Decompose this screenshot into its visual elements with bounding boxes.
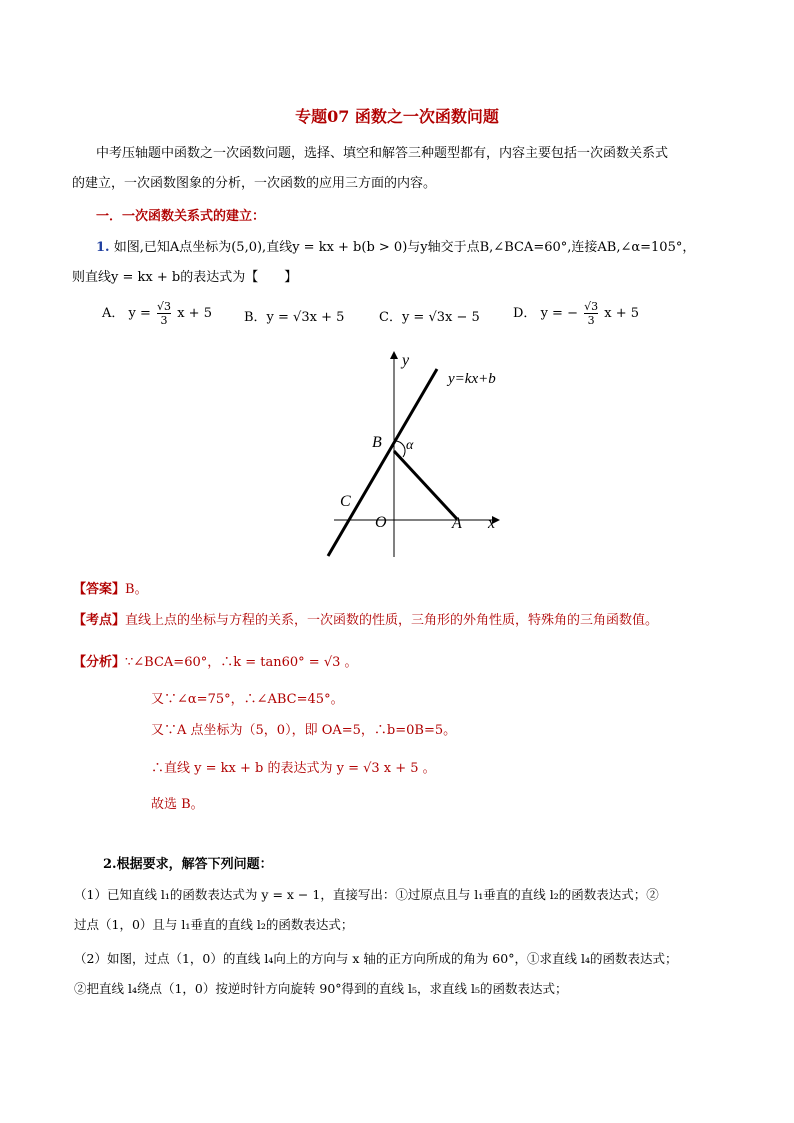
intro-line-1: 中考压轴题中函数之一次函数问题，选择、填空和解答三种题型都有，内容主要包括一次函数关系式 — [96, 146, 669, 161]
option-a-rhs: x + 5 — [177, 306, 212, 321]
option-a-lhs: y = — [128, 306, 151, 321]
section-heading: 一．一次函数关系式的建立： — [96, 209, 266, 224]
label-point-c: C — [340, 493, 351, 510]
segment-ab — [394, 451, 457, 519]
analysis-line-4: ∴直线 y = kx + b 的表达式为 y = √3 x + 5 。 — [151, 761, 436, 776]
option-d-lhs: y = − — [540, 306, 578, 321]
option-d-numerator: √3 — [584, 300, 599, 313]
q1-option-d[interactable] — [513, 300, 639, 340]
kaodian-row — [73, 609, 658, 628]
q1-figure — [320, 345, 520, 560]
kaodian-tag: 【考点】 — [73, 613, 126, 628]
q2-part2-line-1: （2）如图，过点（1，0）的直线 l₄向上的方向与 x 轴的正方向所成的角为 60°，①求直线 l₄的函数表达式； — [74, 951, 678, 966]
analysis-line-3: 又∵A 点坐标为（5，0），即 OA=5，∴b=0B=5。 — [151, 723, 457, 738]
page-title: 专题07 函数之一次函数问题 — [295, 107, 499, 126]
answer-row — [73, 578, 148, 597]
q1-stem-line-1 — [96, 236, 695, 260]
analysis-tag: 【分析】 — [73, 655, 126, 670]
analysis-line-1: ∵∠BCA=60°，∴k = tan60° = √3 。 — [125, 655, 358, 670]
q1-option-c[interactable]: C．y = √3x − 5 — [379, 310, 480, 325]
label-alpha: α — [406, 438, 414, 453]
q2-part1-line-1: （1）已知直线 l₁的函数表达式为 y = x − 1，直接写出：①过原点且与 l₁垂直的直线 l₂的函数表达式；② — [74, 887, 659, 902]
option-d-denominator: 3 — [587, 314, 595, 327]
label-y-axis: y — [402, 352, 410, 369]
label-x-axis: x — [488, 515, 496, 532]
answer-tag: 【答案】 — [73, 582, 126, 597]
label-line-equation: y=kx+b — [448, 371, 496, 387]
answer-text: B。 — [125, 582, 148, 597]
analysis-line-5: 故选 B。 — [151, 797, 204, 812]
analysis-line-2: 又∵∠α=75°，∴∠ABC=45°。 — [151, 692, 344, 707]
option-a-denominator: 3 — [160, 314, 168, 327]
label-point-a: A — [452, 515, 462, 532]
option-d-rhs: x + 5 — [604, 306, 640, 321]
q1-stem-line-2: 则直线y = kx + b的表达式为【 】 — [72, 270, 298, 285]
q1-stem-text: 如图,已知A点坐标为(5,0),直线y = kx + b(b > 0)与y轴交于点B,∠BCA=60°,连接AB,∠α=105°， — [113, 240, 696, 255]
option-a-fraction — [157, 300, 171, 327]
q1-option-a[interactable] — [102, 300, 212, 340]
q2-part2-line-2: ②把直线 l₄绕点（1，0）按逆时针方向旋转 90°得到的直线 l₅，求直线 l₅的函数表达式； — [74, 981, 568, 996]
intro-line-2: 的建立，一次函数图象的分析，一次函数的应用三方面的内容。 — [72, 176, 437, 191]
kaodian-text: 直线上点的坐标与方程的关系，一次函数的性质，三角形的外角性质，特殊角的三角函数值。 — [125, 613, 659, 628]
label-origin-o: O — [375, 514, 387, 531]
option-d-label: D． — [513, 306, 537, 321]
q1-option-b[interactable]: B．y = √3x + 5 — [244, 310, 345, 325]
analysis-row — [73, 651, 358, 670]
option-a-label: A． — [102, 306, 125, 321]
option-d-fraction — [584, 300, 598, 327]
q2-heading: 2.根据要求，解答下列问题： — [103, 857, 273, 872]
q2-part1-line-2: 过点（1，0）且与 l₁垂直的直线 l₂的函数表达式； — [74, 917, 354, 932]
option-a-numerator: √3 — [157, 300, 172, 313]
label-point-b: B — [372, 434, 382, 451]
q1-number: 1. — [96, 240, 110, 255]
